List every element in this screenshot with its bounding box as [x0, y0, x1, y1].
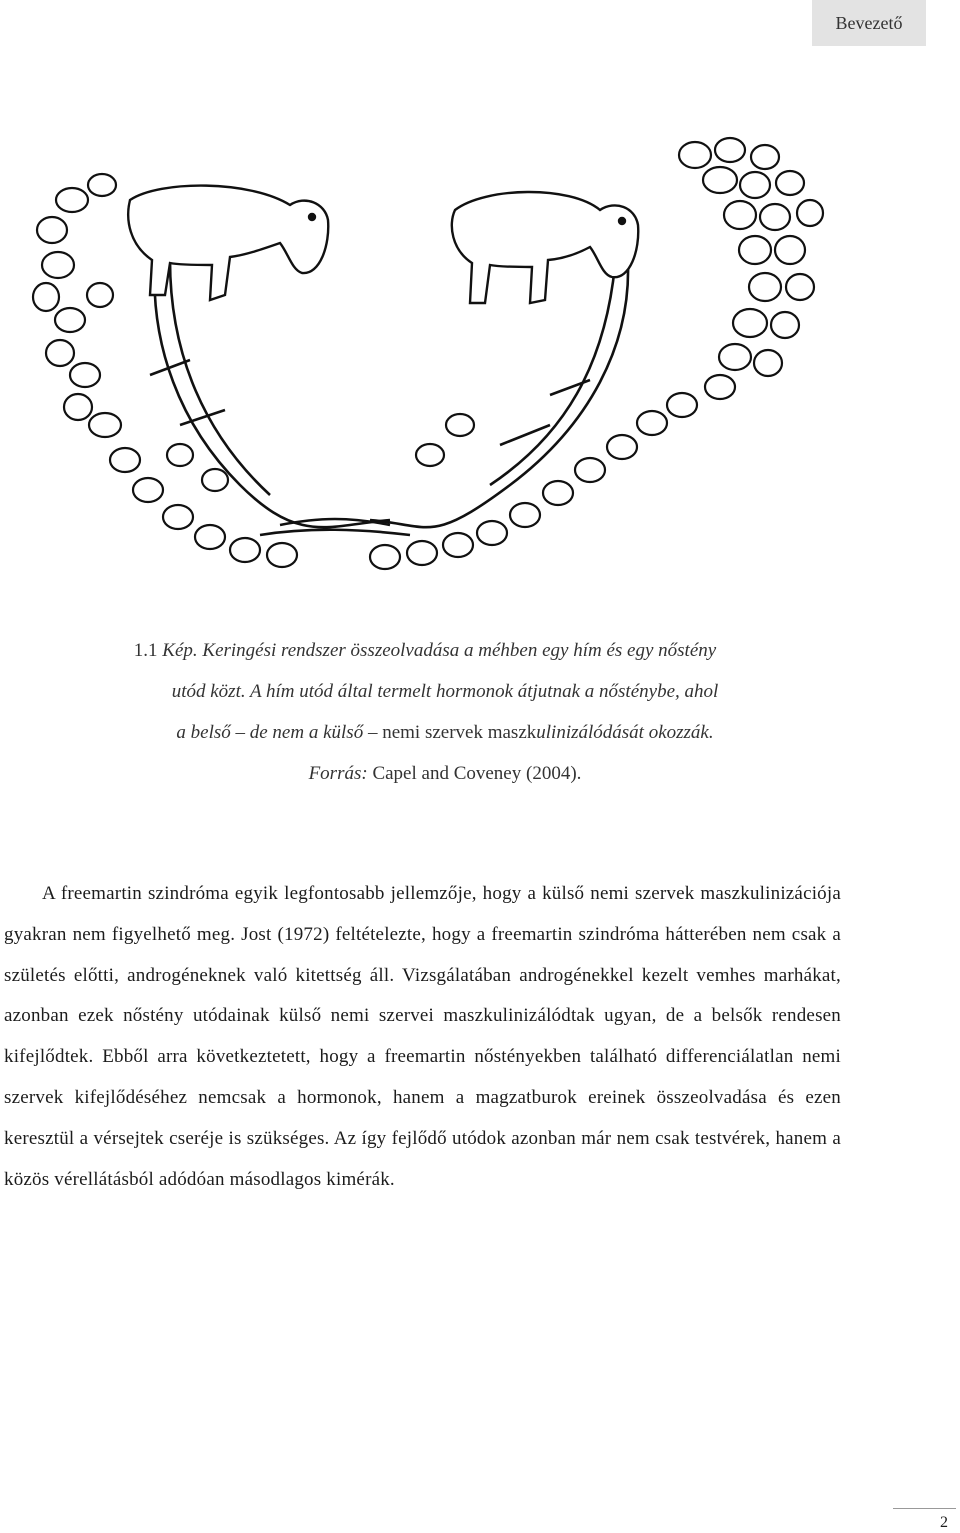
- section-header-tab: [812, 0, 926, 46]
- figure-caption: [40, 630, 850, 794]
- caption-text-line-3b: nemi szervek maszk: [382, 722, 537, 743]
- caption-text-line-3a: a belső – de nem a külső –: [176, 722, 378, 743]
- body-text: [4, 874, 841, 1200]
- caption-line-1: [40, 630, 850, 671]
- section-label: Bevezető: [835, 12, 903, 33]
- caption-line-4: [40, 753, 850, 794]
- twin-calves-drawing: [30, 125, 930, 575]
- body-paragraph: A freemartin szindróma egyik legfontosabb jellemzője, hogy a külső nemi szervek maszkulinizációja gyakran nem figyelhető meg. Jost (1972) feltételezte, hogy a freemartin szindróma hátterében nem csak a születés előtti, androgéneknek való kitettség áll. Vizsgálatában androgénekkel kezelt vemhes marhákat, azonban ezek nőstény utódainak külső nemi szervei maszkulinizálódtak ugyan, de a belsők rendesen kifejlődtek. Ebből arra következtetett, hogy a freemartin nőstényekben található differenciálatlan nemi szervek kifejlődéséhez nemcsak a hormonok, hanem a magzatburok ereinek összeolvadása és ezen keresztül a vérsejtek cseréje is szükséges. Az így fejlődő utódok azonban már nem csak testvérek, hanem a közös vérellátásból adódóan másodlagos kimérák.: [4, 883, 841, 1190]
- caption-text-line-1: Keringési rendszer összeolvadása a méhben egy hím és egy nőstény: [202, 640, 717, 661]
- freemartin-illustration: [30, 125, 930, 575]
- caption-source: Capel and Coveney (2004).: [372, 763, 582, 784]
- page-number: 2: [940, 1514, 948, 1531]
- caption-line-3: [40, 712, 850, 753]
- caption-line-2: [40, 671, 850, 712]
- caption-number: 1.1: [133, 640, 158, 661]
- caption-label: Kép.: [162, 640, 198, 661]
- caption-text-line-2: utód közt. A hím utód által termelt hormonok átjutnak a nősténybe, ahol: [171, 681, 719, 702]
- caption-text-line-3c: ulinizálódását okozzák.: [536, 722, 714, 743]
- footer-rule: [893, 1508, 956, 1509]
- caption-source-label: Forrás:: [308, 763, 368, 784]
